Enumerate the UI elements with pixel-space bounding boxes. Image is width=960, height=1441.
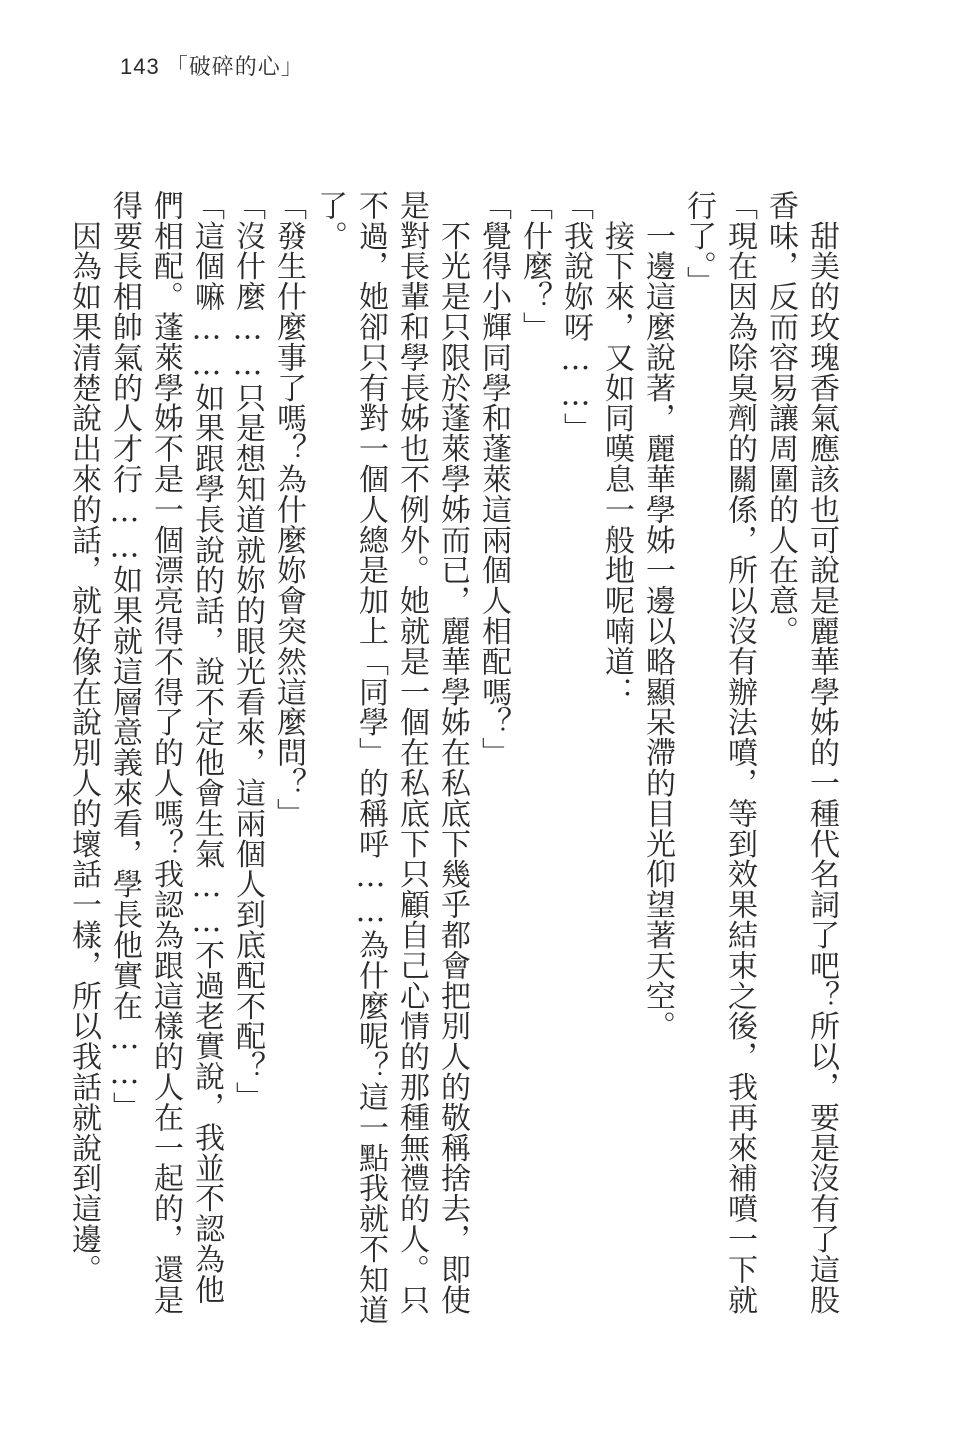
- paragraph: 「我說妳呀……」: [558, 190, 593, 444]
- paragraph: 「覺得小輝同學和蓬萊這兩個人相配嗎？」: [476, 190, 511, 768]
- paragraph: 「發生什麼事了嗎？為什麼妳會突然這麼問？」: [271, 190, 306, 829]
- body-text: [66, 190, 842, 1330]
- paragraph: 一邊這麼說著，麗華學姊一邊以略顯呆滯的目光仰望著天空。: [640, 190, 675, 1042]
- paragraph: 因為如果清楚說出來的話，就好像在說別人的壞話一樣，所以我話就說到這邊。: [66, 190, 101, 1285]
- paragraph: 「沒什麼……只是想知道就妳的眼光看來，這兩個人到底配不配？」: [230, 190, 265, 1112]
- paragraph: 甜美的玫瑰香氣應該也可說是麗華學姊的一種代名詞了吧？所以，要是沒有了這股香味，反而容易讓周圍的人在意。: [763, 190, 839, 1315]
- paragraph: 接下來，又如同嘆息一般地呢喃道：: [599, 190, 634, 707]
- page-header: [120, 50, 304, 81]
- paragraph: 不光是只限於蓬萊學姊而已，麗華學姊在私底下幾乎都會把別人的敬稱捨去，即使是對長輩和學長姊也不例外。她就是一個在私底下只顧自己心情的那種無禮的人。只不過，她卻只有對一個人總是加上「同學」的稱呼……為什麼呢？這一點我就不知道了。: [312, 190, 470, 1325]
- page-number: 143: [120, 54, 160, 79]
- paragraph: 「現在因為除臭劑的關係，所以沒有辦法噴，等到效果結束之後，我再來補噴一下就行了。」: [681, 190, 757, 1315]
- chapter-title: 「破碎的心」: [165, 55, 304, 80]
- paragraph: 「什麼？」: [517, 190, 552, 342]
- paragraph: 「這個嘛……如果跟學長說的話，說不定他會生氣……不過老實說，我並不認為他們相配。蓬萊學姊不是一個漂亮得不得了的人嗎？我認為跟這樣的人在一起的，還是得要長相帥氣的人才行……如果就這層意義來看，學長他實在……」: [107, 190, 224, 1315]
